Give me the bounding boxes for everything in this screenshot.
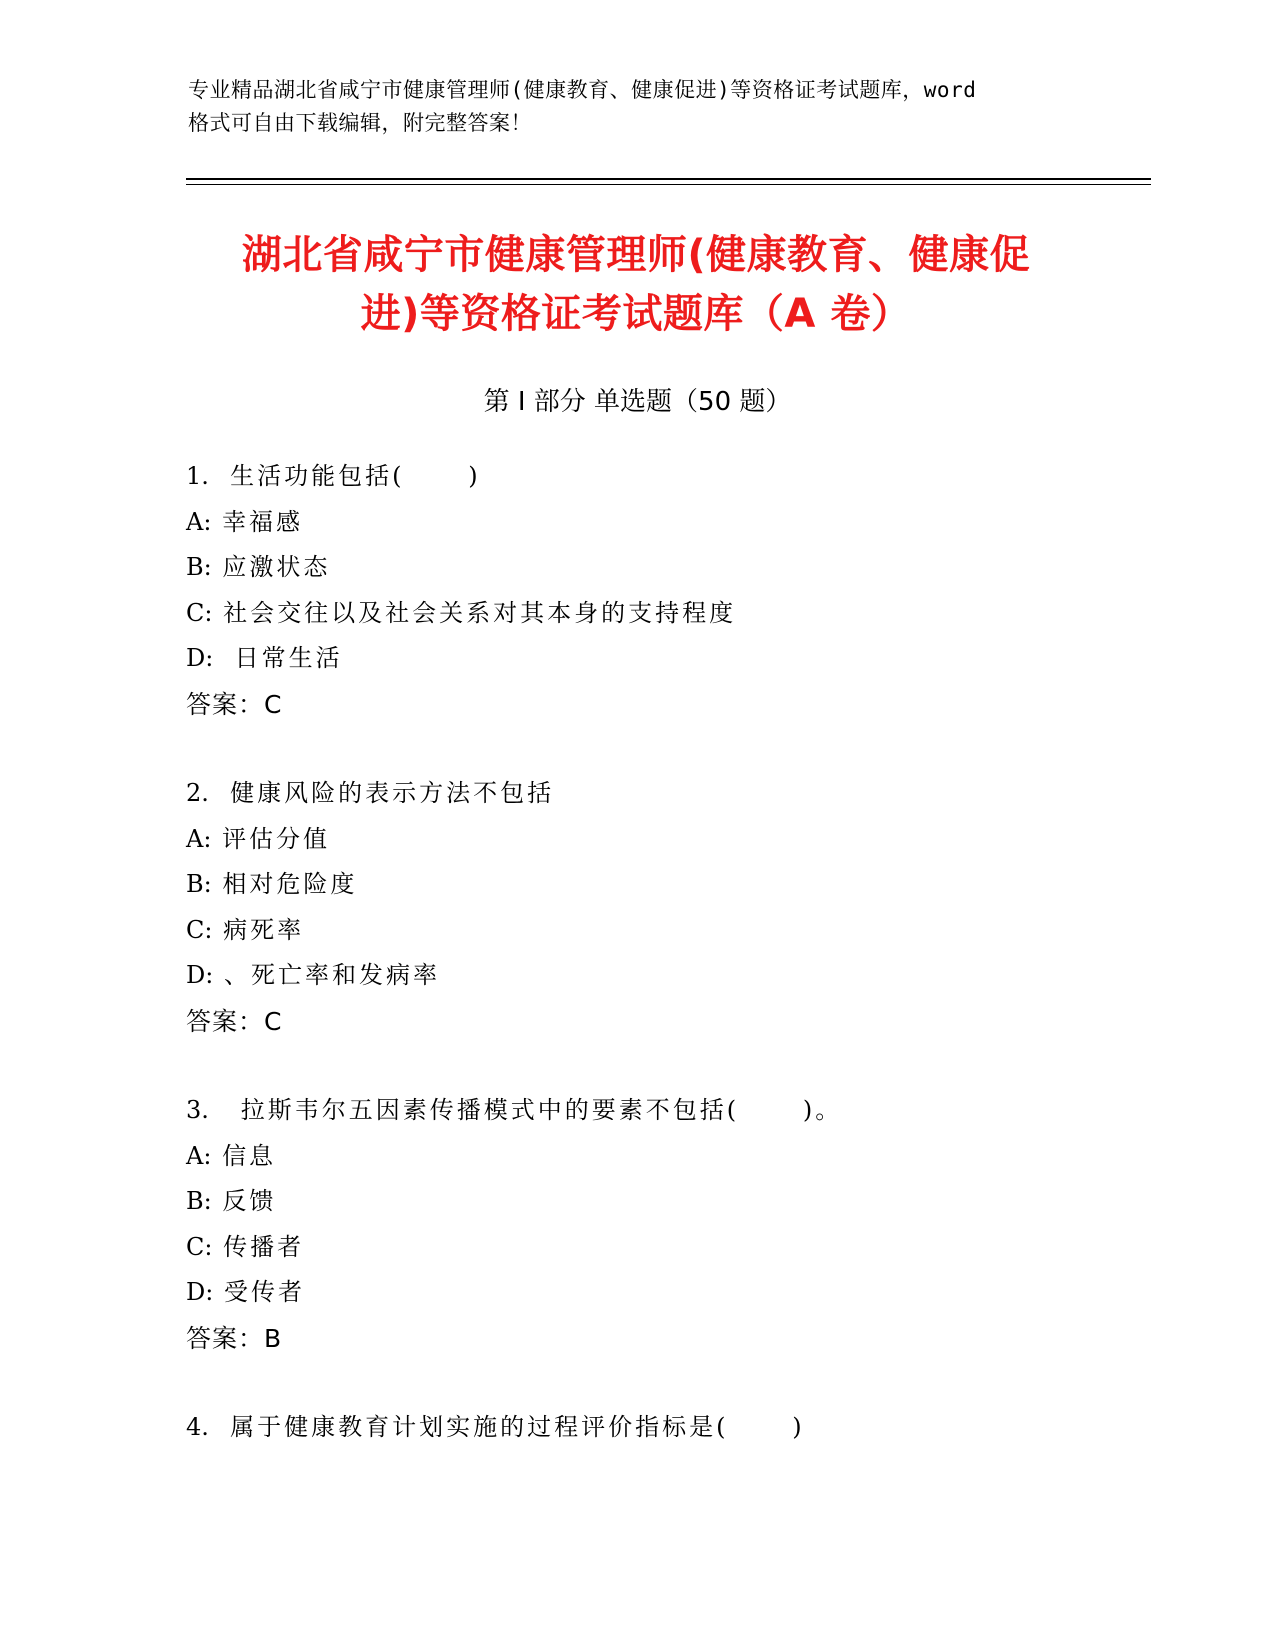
option-b <box>186 1179 1146 1225</box>
option-text: 传播者 <box>223 1232 305 1261</box>
option-text: 幸福感 <box>222 507 304 536</box>
option-label: A: <box>186 824 212 853</box>
question-stem <box>186 771 1146 817</box>
document-title <box>186 226 1086 344</box>
option-c <box>186 908 1146 954</box>
option-a <box>186 500 1146 546</box>
option-text: 相对危险度 <box>222 870 358 898</box>
answer-text: 答案：C <box>186 1006 283 1036</box>
option-c <box>186 1225 1146 1271</box>
option-text: 受传者 <box>223 1278 305 1306</box>
question-4 <box>186 1405 1146 1451</box>
option-b <box>186 545 1146 591</box>
question-number: 2. <box>186 779 209 807</box>
option-d <box>186 953 1146 999</box>
option-text: 信息 <box>222 1141 277 1170</box>
option-text: 反馈 <box>222 1187 277 1215</box>
option-label: D: <box>186 961 214 989</box>
question-number: 4. <box>186 1413 209 1441</box>
question-number: 1. <box>186 462 209 490</box>
question-1 <box>186 454 1146 727</box>
section-title: 第 I 部分 单选题（50 题） <box>483 387 792 417</box>
option-d <box>186 1270 1146 1316</box>
question-3 <box>186 1088 1146 1361</box>
option-d <box>186 636 1146 682</box>
option-label: A: <box>186 507 212 536</box>
option-b <box>186 862 1146 908</box>
option-label: D: <box>186 644 214 672</box>
option-label: B: <box>186 870 212 898</box>
option-text: 社会交往以及社会关系对其本身的支持程度 <box>223 598 737 627</box>
option-text: 病死率 <box>223 915 305 944</box>
answer-text: 答案：C <box>186 689 283 719</box>
question-stem <box>186 454 1146 500</box>
option-a <box>186 1134 1146 1180</box>
document-title-line-2: 进)等资格证考试题库（A 卷） <box>360 291 912 337</box>
option-text: 应激状态 <box>222 553 331 581</box>
question-text: 生活功能包括( ) <box>230 462 481 490</box>
header-divider-thin <box>186 184 1151 185</box>
question-stem <box>186 1405 1146 1451</box>
option-label: C: <box>186 915 213 944</box>
option-text: 、死亡率和发病率 <box>223 961 440 989</box>
header-note <box>188 74 1088 140</box>
option-label: C: <box>186 598 213 627</box>
header-divider-thick <box>186 178 1151 180</box>
option-label: A: <box>186 1141 212 1170</box>
option-label: B: <box>186 553 212 581</box>
question-stem <box>186 1088 1146 1134</box>
option-text: 评估分值 <box>222 824 331 853</box>
question-text: 拉斯韦尔五因素传播模式中的要素不包括( )。 <box>230 1096 843 1124</box>
question-number: 3. <box>186 1096 209 1124</box>
question-text: 健康风险的表示方法不包括 <box>230 779 555 807</box>
header-note-line-1: 专业精品湖北省咸宁市健康管理师(健康教育、健康促进)等资格证考试题库，word <box>188 78 977 102</box>
answer-text: 答案：B <box>186 1323 283 1353</box>
option-a <box>186 817 1146 863</box>
document-title-line-1: 湖北省咸宁市健康管理师(健康教育、健康促 <box>241 232 1031 278</box>
question-2 <box>186 771 1146 1044</box>
option-label: C: <box>186 1232 213 1261</box>
option-label: B: <box>186 1187 212 1215</box>
option-text: 日常生活 <box>223 644 343 672</box>
option-c <box>186 591 1146 637</box>
header-note-line-2: 格式可自由下载编辑，附完整答案！ <box>188 111 532 135</box>
option-label: D: <box>186 1278 214 1306</box>
question-text: 属于健康教育计划实施的过程评价指标是( ) <box>230 1413 805 1441</box>
